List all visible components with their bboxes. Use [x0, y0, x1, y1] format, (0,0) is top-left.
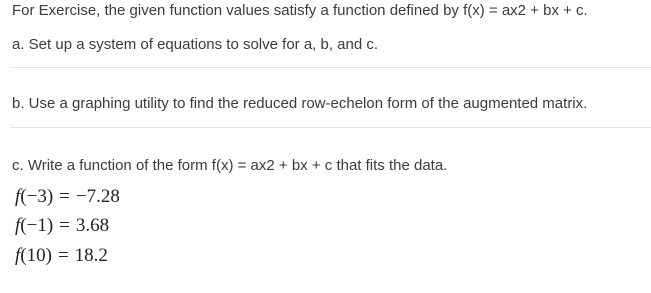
function-value: 3.68	[75, 215, 110, 236]
function-argument: (10)	[20, 245, 52, 266]
function-name: f	[15, 186, 21, 207]
function-name: f	[15, 245, 21, 266]
divider	[10, 127, 651, 128]
function-argument: (−1)	[20, 215, 54, 236]
function-value: −7.28	[75, 186, 120, 207]
part-b-text: b. Use a graphing utility to find the reduced row-echelon form of the augmented matrix.	[12, 95, 588, 112]
part-a-text: a. Set up a system of equations to solve for a, b, and c.	[12, 36, 379, 53]
part-c-text: c. Write a function of the form f(x) = ax2 + bx + c that fits the data.	[12, 157, 448, 174]
function-value-3	[15, 245, 108, 267]
divider	[10, 67, 651, 68]
function-value: 18.2	[74, 245, 108, 266]
function-name: f	[15, 215, 21, 236]
equals-sign: =	[59, 215, 70, 236]
function-argument: (−3)	[20, 186, 54, 207]
equals-sign: =	[59, 186, 70, 207]
function-value-1	[15, 186, 120, 208]
function-value-2	[15, 215, 109, 237]
equals-sign: =	[57, 245, 69, 266]
exercise-intro: For Exercise, the given function values satisfy a function defined by f(x) = ax2 + bx + c.	[12, 2, 588, 19]
